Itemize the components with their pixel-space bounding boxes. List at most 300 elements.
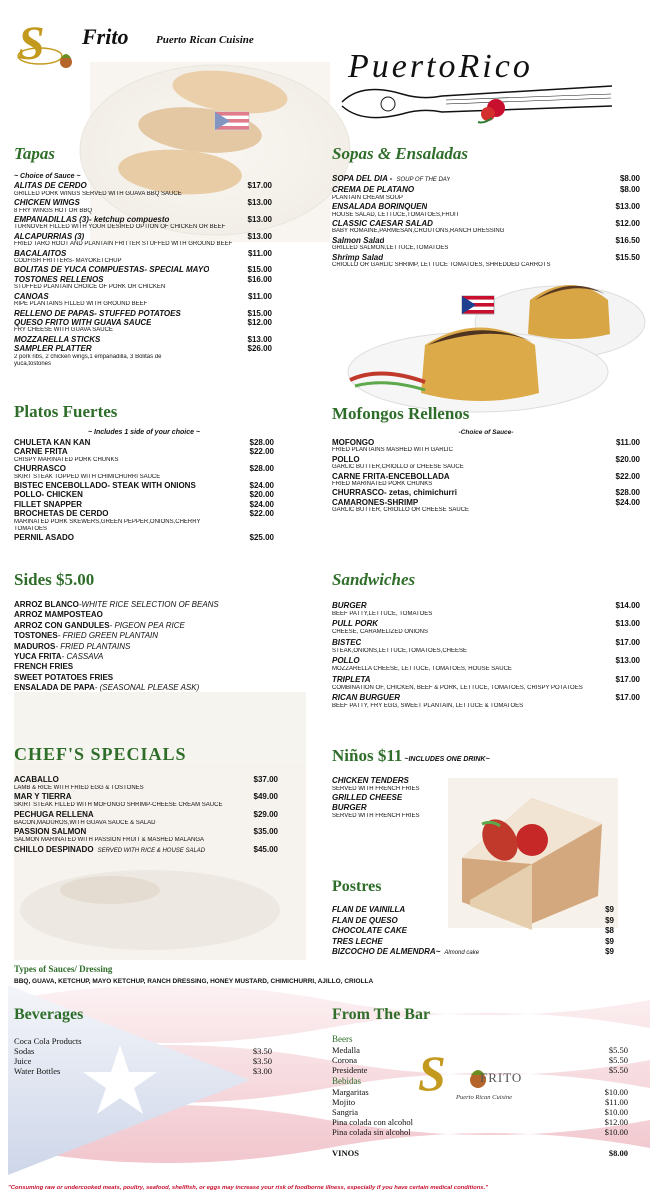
- ninos-list: [332, 776, 632, 821]
- tapas-list: [14, 181, 272, 368]
- item-name: [332, 916, 398, 927]
- item-price: $11.00: [247, 248, 272, 258]
- item-description: GARLIC BUTTER,CRIOLLO or CHEESE SAUCE: [332, 464, 464, 471]
- item-name-text: BISTEC ENCEBOLLADO- STEAK WITH ONIONS: [14, 481, 196, 491]
- item-price: $12.00: [604, 1117, 628, 1128]
- item-name: [14, 673, 113, 683]
- item-description: MARINATED PORK SKEWERS,GREEN PEPPER,ONIONS,CHERRY: [14, 518, 201, 525]
- item-name-text: ARROZ MAMPOSTEAO: [14, 610, 103, 620]
- ninos-section: [332, 746, 632, 821]
- item-name: [332, 655, 360, 666]
- item-name-text: PECHUGA RELLENA: [14, 809, 94, 819]
- item-name-text: RICAN BURGUER: [332, 693, 400, 703]
- item-price: $3.50: [252, 1046, 272, 1056]
- menu-item: [14, 792, 278, 802]
- item-name: [332, 1055, 357, 1065]
- item-name-text: TRIPLETA: [332, 674, 371, 684]
- item-price: $17.00: [615, 674, 640, 684]
- item-name-text: Presidente: [332, 1065, 368, 1076]
- menu-item: [332, 793, 632, 803]
- item-description: SKIRT STEAK FILLED WITH MOFONGO SHRIMP-CHEESE CREAM SAUCE: [14, 802, 223, 809]
- item-description: MOZZARELLA CHEESE, LETTUCE, TOMATOES, HOUSE SAUCE: [332, 666, 512, 673]
- item-price: $13.00: [247, 231, 272, 241]
- frito-logo-small: [418, 1045, 548, 1110]
- vinos-row: [332, 1148, 628, 1158]
- menu-item: [14, 509, 274, 518]
- item-price: $24.00: [249, 481, 274, 491]
- item-description: LAMB & RICE WITH FRIED EGG & TOSTONES: [14, 785, 144, 791]
- item-price: $10.00: [604, 1086, 628, 1097]
- menu-item: [332, 916, 614, 927]
- item-name-text: POLLO: [332, 454, 360, 464]
- item-name-text: MADUROS: [14, 641, 56, 651]
- item-price: $13.00: [247, 198, 272, 208]
- item-description: STEAK,ONIONS,LETTUCE,TOMATOES,CHEESE: [332, 647, 468, 654]
- item-name: [14, 500, 82, 509]
- postres-title: Postres: [332, 878, 382, 895]
- menu-item: [14, 309, 272, 318]
- item-name: [332, 1045, 360, 1055]
- menu-item: [332, 618, 640, 629]
- menu-item: [14, 810, 278, 820]
- menu-item: [14, 775, 278, 785]
- item-name: [332, 253, 383, 262]
- item-name-text: Pina colada sin alcohol: [332, 1127, 411, 1138]
- item-price: $22.00: [615, 471, 640, 481]
- item-description: TURNOVER FILLED WITH YOUR DESIRED OPTION OF CHICKEN OR BEEF: [14, 224, 226, 231]
- item-name-text: RELLENO DE PAPAS- STUFFED POTATOES: [14, 308, 181, 318]
- item-description: GARLIC BUTTER, CRIOLLO OR CHEESE SAUCE: [332, 507, 470, 514]
- platos-list: [14, 438, 274, 543]
- item-name: [14, 249, 66, 258]
- sopas-section: [332, 144, 640, 269]
- platos-note: ~ Includes 1 side of your choice ~: [87, 429, 201, 436]
- item-price: $37.00: [253, 775, 278, 784]
- sandwiches-title: Sandwiches: [332, 570, 416, 589]
- item-name: [14, 631, 158, 641]
- chefs-list: [14, 775, 278, 856]
- item-name: [14, 309, 181, 318]
- vinos-price: $8.00: [608, 1147, 628, 1158]
- item-name-text: Water Bottles: [14, 1066, 61, 1076]
- item-name-text: Margaritas: [332, 1086, 369, 1097]
- item-name-text: QUESO FRITO WITH GUAVA SAUCE: [14, 317, 152, 327]
- menu-item: [332, 776, 632, 786]
- item-detail: - FRIED GREEN PLANTAIN: [57, 631, 159, 641]
- item-price: $25.00: [249, 533, 274, 543]
- item-name: [14, 490, 83, 499]
- bebidas-label: Bebidas: [332, 1075, 361, 1086]
- item-name: [14, 652, 103, 662]
- footer-warning: "Consuming raw or undercooked meats, poultry, seafood, shellfish, or eggs may increase your risk of foodborne illness, especially if you have certain medical conditions.": [8, 1185, 489, 1191]
- item-name-text: Corona: [332, 1055, 358, 1066]
- item-extra: SERVED WITH RICE & HOUSE SALAD: [97, 847, 206, 854]
- item-name: [14, 198, 80, 207]
- item-name-text: BIZCOCHO DE ALMENDRA~: [332, 947, 441, 957]
- item-name-text: SWEET POTATOES FRIES: [14, 672, 114, 682]
- item-name-text: YUCA FRITA: [14, 652, 62, 662]
- menu-item: [14, 215, 272, 224]
- item-description: BABY ROMAINE,PARMESAN,CROUTONS,RANCH DRESSING: [332, 228, 505, 235]
- item-name-text: EMPANADILLAS (3)- ketchup compuesto: [14, 215, 170, 225]
- item-description: FRIED MARINATED PORK CHUNKS: [332, 481, 433, 488]
- item-price: $15.00: [247, 265, 272, 275]
- item-name-text: TOSTONES RELLENOS: [14, 274, 104, 284]
- chefs-title: CHEF'S SPECIALS: [14, 744, 187, 764]
- item-name: [14, 792, 72, 802]
- logo2-name: FRITO: [480, 1070, 523, 1085]
- postres-list: [332, 905, 614, 959]
- item-price: $11.00: [247, 291, 272, 301]
- menu-item: [14, 198, 272, 207]
- item-price: $13.00: [615, 619, 640, 629]
- item-name: [332, 472, 450, 481]
- item-name: [332, 1117, 413, 1127]
- menu-item: [14, 464, 274, 473]
- sopas-list: [332, 174, 640, 269]
- item-name: [332, 1097, 355, 1107]
- item-name-text: SOPA DEL DIA -: [332, 174, 393, 183]
- item-name-text: BOLITAS DE YUCA COMPUESTAS- SPECIAL MAYO: [14, 265, 210, 275]
- item-name: [332, 947, 479, 959]
- beverages-title: Beverages: [14, 1006, 84, 1023]
- item-name: [332, 618, 378, 629]
- item-name: [332, 937, 383, 948]
- mofongos-note: -Choice of Sauce-: [458, 429, 514, 436]
- item-name: [332, 174, 450, 185]
- item-description: BACON,MADUROS,WITH GUAVA SAUCE & SALAD: [14, 819, 156, 826]
- item-price: $15.50: [615, 252, 640, 262]
- item-description: SALMON MARINATED WITH PASSION FRUIT & MASHED MALANGA: [14, 837, 205, 844]
- item-name-text: FLAN DE QUESO: [332, 915, 398, 925]
- ninos-title: Niños $11: [332, 746, 403, 765]
- tapas-title: Tapas: [14, 144, 55, 163]
- item-name: [332, 202, 427, 211]
- item-name: [332, 674, 371, 685]
- item-name: [14, 827, 86, 837]
- item-price: $22.00: [249, 447, 274, 457]
- item-name: [332, 926, 407, 937]
- beverages-list: [14, 1036, 272, 1076]
- item-name-text: CANOAS: [14, 291, 49, 301]
- menu-item: [332, 236, 640, 245]
- item-description: GRILLED SALMON,LETTUCE,TOMATOES: [332, 245, 449, 252]
- item-name-text: TOSTONES: [14, 631, 58, 641]
- item-name: [14, 610, 103, 620]
- item-price: $17.00: [247, 181, 272, 191]
- item-name-text: ARROZ BLANCO: [14, 600, 79, 609]
- menu-item: [332, 202, 640, 211]
- menu-item: [14, 600, 304, 610]
- item-name-text: Juice: [14, 1056, 32, 1066]
- item-detail: - CASSAVA: [61, 652, 104, 662]
- item-price: $11.00: [615, 438, 640, 447]
- item-name: [14, 447, 68, 456]
- sides-section: [14, 570, 304, 694]
- item-name-text: CHOCOLATE CAKE: [332, 926, 407, 936]
- menu-item: [332, 947, 614, 959]
- item-description: SERVED WITH FRENCH FRIES: [332, 813, 420, 820]
- item-name-text: CARNE FRITA-ENCEBOLLADA: [332, 471, 450, 481]
- item-name: [14, 509, 109, 518]
- item-price: $12.00: [615, 219, 640, 229]
- menu-item: [332, 488, 640, 497]
- item-price: $28.00: [615, 488, 640, 498]
- menu-item: [14, 500, 274, 509]
- menu-item: [14, 827, 278, 837]
- item-name-text: CHICKEN WINGS: [14, 198, 80, 208]
- item-name-text: CAMARONES-SHRIMP: [332, 497, 419, 507]
- menu-item: [14, 683, 304, 693]
- item-name-text: Sodas: [14, 1046, 35, 1056]
- item-price: $17.00: [615, 693, 640, 703]
- sides-title: Sides $5.00: [14, 570, 95, 589]
- menu-item: [14, 1036, 272, 1046]
- menu-item: [14, 845, 278, 856]
- item-name-text: Sangria: [332, 1107, 358, 1118]
- item-detail: - (SEASONAL PLEASE ASK): [94, 683, 200, 693]
- item-name: [14, 1066, 60, 1076]
- menu-item: [332, 637, 640, 648]
- item-name: [14, 1036, 82, 1046]
- item-name-text: CHULETA KAN KAN: [14, 438, 91, 447]
- item-price: $3.00: [252, 1066, 272, 1076]
- item-description: CODFISH FRITTERS- MAYOKETCHUP: [14, 258, 122, 265]
- menu-item: [332, 674, 640, 685]
- menu-item: [332, 1127, 628, 1137]
- item-description: HOUSE SALAD, LETTUCE,TOMATOES,FRUIT: [332, 211, 460, 218]
- item-name: [14, 344, 92, 353]
- item-description: CRISPY MARINATED PORK CHUNKS: [14, 456, 119, 463]
- menu-item: [14, 292, 272, 301]
- menu-item: [332, 498, 640, 507]
- menu-item: [332, 1117, 628, 1127]
- item-name-text: POLLO- CHICKEN: [14, 490, 83, 500]
- item-name-text: ALITAS DE CERDO: [14, 181, 87, 191]
- item-price: $8.00: [619, 174, 640, 183]
- sauces-title: Types of Sauces/ Dressing: [14, 964, 113, 974]
- item-name-text: FRENCH FRIES: [14, 662, 74, 672]
- item-name: [14, 810, 94, 820]
- item-name: [332, 793, 402, 803]
- sandwiches-list: [332, 600, 640, 710]
- menu-item: [332, 803, 632, 813]
- item-name-text: CHILLO DESPINADO: [14, 844, 94, 854]
- item-name: [14, 318, 151, 327]
- item-detail: - PIGEON PEA RICE: [109, 620, 185, 630]
- brand-logo: [12, 17, 272, 74]
- beers-label: Beers: [332, 1034, 353, 1044]
- item-name: [332, 1065, 367, 1075]
- mofongo-photo: [348, 285, 645, 412]
- item-description: BEEF PATTY,LETTUCE, TOMATOES: [332, 611, 433, 617]
- menu-item: [332, 600, 640, 611]
- item-price: $16.00: [247, 274, 272, 284]
- item-name-text: Pina colada con alcohol: [332, 1117, 413, 1128]
- chefs-section: [14, 744, 278, 856]
- item-description: FRIED TARO ROOT AND PLANTAIN FRITTER STUFFED WITH GROUND BEEF: [14, 241, 233, 248]
- item-name-text: PASSION SALMON: [14, 827, 87, 837]
- item-description: TOMATOES: [14, 526, 48, 533]
- item-price: $24.00: [615, 497, 640, 507]
- item-description: SKIRT STEAK TOPPED WITH CHIMICHURRI SAUCE: [14, 473, 161, 480]
- item-description: PLANTAIN CREAM SOUP: [332, 194, 403, 201]
- item-name-text: MOFONGO: [332, 438, 375, 447]
- mofongos-title: Mofongos Rellenos: [332, 404, 470, 423]
- item-price: $29.00: [253, 809, 278, 819]
- item-name: [332, 219, 433, 228]
- item-name: [14, 1046, 34, 1056]
- brand-name: Frito: [82, 24, 129, 49]
- item-price: $45.00: [253, 844, 278, 854]
- menu-item: [332, 185, 640, 194]
- item-description: 8 FRY WINGS HOT OR BBQ: [14, 207, 93, 214]
- item-name-text: FLAN DE VAINILLA: [332, 905, 406, 914]
- item-description: GRILLED PORK WINGS SERVED WITH GUAVA BBQ SAUCE: [14, 190, 182, 197]
- item-name: [14, 232, 84, 241]
- item-price: $8.00: [619, 185, 640, 195]
- item-name-text: FILLET SNAPPER: [14, 499, 83, 509]
- item-description: SERVED WITH FRENCH FRIES: [332, 786, 420, 792]
- item-name: [332, 637, 361, 648]
- item-name-text: CREMA DE PLATANO: [332, 185, 415, 195]
- item-price: $11.00: [604, 1096, 628, 1107]
- item-price: $28.00: [249, 438, 274, 447]
- item-name-text: BACALAITOS: [14, 248, 67, 258]
- item-name: [332, 905, 405, 916]
- item-name: [332, 776, 409, 786]
- item-name: [332, 498, 418, 507]
- platos-section: [14, 402, 274, 543]
- menu-item: [332, 926, 614, 937]
- item-name-text: BISTEC: [332, 637, 362, 647]
- logo2-tagline: Puerto Rican Cuisine: [456, 1094, 512, 1101]
- platos-title: Platos Fuertes: [14, 402, 118, 421]
- vinos-name: VINOS: [332, 1147, 359, 1158]
- menu-item: [14, 673, 304, 683]
- ninos-note: ~INCLUDES ONE DRINK~: [404, 756, 490, 763]
- menu-item: [332, 455, 640, 464]
- item-price: $28.00: [249, 464, 274, 474]
- item-name-text: SAMPLER PLATTER: [14, 344, 92, 354]
- item-name: [332, 1087, 369, 1097]
- tapas-note: ~ Choice of Sauce ~: [14, 173, 81, 180]
- menu-item: [14, 1046, 272, 1056]
- item-name: [332, 600, 367, 611]
- item-name-text: CLASSIC CAESAR SALAD: [332, 219, 433, 229]
- menu-item: [14, 631, 304, 641]
- menu-item: [14, 232, 272, 241]
- puerto-rico-banner: [336, 42, 628, 132]
- item-name-text: ENSALADA DE PAPA: [14, 683, 95, 693]
- postres-section: [332, 878, 614, 959]
- menu-item: [14, 335, 272, 344]
- menu-item: [14, 344, 272, 353]
- item-price: $5.50: [608, 1045, 628, 1055]
- item-name: [14, 642, 130, 652]
- item-name: [332, 803, 367, 813]
- item-name: [14, 621, 185, 631]
- menu-item: [332, 655, 640, 666]
- item-name-text: CHICKEN TENDERS: [332, 776, 409, 785]
- item-name-text: BURGER: [332, 601, 367, 610]
- item-name: [14, 265, 209, 274]
- item-price: $3.50: [252, 1056, 272, 1066]
- logo2-letter: S: [418, 1045, 446, 1101]
- item-price: $13.00: [615, 202, 640, 212]
- menu-item: [332, 438, 640, 447]
- item-name-text: PERNIL ASADO: [14, 533, 75, 543]
- item-name: [14, 481, 196, 490]
- item-name-text: BURGER: [332, 803, 367, 813]
- item-price: $16.50: [615, 235, 640, 245]
- item-name: [332, 692, 400, 703]
- item-name-text: Shrimp Salad: [332, 252, 384, 262]
- sandwiches-section: [332, 570, 640, 710]
- menu-item: [14, 181, 272, 190]
- item-price: $20.00: [249, 490, 274, 500]
- menu-item: [14, 662, 304, 672]
- item-name-text: ARROZ CON GANDULES: [14, 620, 110, 630]
- brand-tagline: Puerto Rican Cuisine: [156, 34, 254, 46]
- mofongos-section: [332, 404, 640, 515]
- item-detail: -WHITE RICE SELECTION OF BEANS: [78, 600, 219, 609]
- bar-title: From The Bar: [332, 1006, 431, 1023]
- menu-item: [14, 447, 274, 456]
- item-name-text: Mojito: [332, 1096, 356, 1107]
- item-price: $9: [605, 915, 614, 925]
- item-description: FRY CHEESE WITH GUAVA SAUCE: [14, 327, 113, 334]
- item-description: 2 pork ribs, 2 chicken wings,1 empanadilla, 3 Bolitas de: [14, 353, 162, 360]
- item-price: $8: [605, 926, 614, 936]
- item-price: $26.00: [247, 344, 272, 354]
- item-description: FRIED PLANTAINS MASHED WITH GARLIC: [332, 447, 453, 454]
- item-name-text: TRES LECHE: [332, 936, 383, 946]
- item-name: [14, 775, 59, 785]
- item-name-text: Salmon Salad: [332, 235, 385, 245]
- item-name: [332, 455, 360, 464]
- item-name-text: MAR Y TIERRA: [14, 792, 72, 802]
- item-price: $9: [605, 936, 614, 946]
- item-price: $24.00: [249, 499, 274, 509]
- item-description: COMBINATION OF, CHICKEN, BEEF & PORK, LETTUCE, TOMATOES, CRISPY POTATOES: [332, 684, 583, 691]
- menu-item: [14, 438, 274, 447]
- menu-item: [14, 652, 304, 662]
- beverages-section: [14, 1006, 272, 1076]
- item-description: yuca,tostones: [14, 360, 52, 367]
- item-extra: Almond cake: [444, 950, 480, 957]
- item-price: $13.00: [247, 334, 272, 344]
- item-price: $49.00: [253, 792, 278, 802]
- menu-item: [14, 610, 304, 620]
- item-description: BEEF PATTY, FRY EGG, SWEET PLANTAIN, LETTUCE & TOMATOES: [332, 703, 524, 710]
- menu-item: [14, 265, 272, 274]
- item-description: CHEESE, CARAMELIZED ONIONS: [332, 629, 429, 636]
- sopas-title: Sopas & Ensaladas: [332, 144, 469, 163]
- menu-item: [332, 219, 640, 228]
- item-name: [332, 236, 384, 245]
- item-name-text: Medalla: [332, 1045, 360, 1055]
- item-price: $5.50: [608, 1065, 628, 1076]
- menu-item: [332, 905, 614, 916]
- menu-item: [14, 275, 272, 284]
- menu-item: [14, 1056, 272, 1066]
- item-price: $13.00: [247, 215, 272, 225]
- item-description: RIPE PLANTAINS FILLED WITH GROUND BEEF: [14, 301, 148, 308]
- item-name: [332, 1127, 411, 1137]
- item-name: [14, 683, 199, 693]
- item-description: CRIOLLO OR GARLIC SHRIMP, LETTUCE TOMATOES, SHREDDED CARROTS: [332, 262, 551, 269]
